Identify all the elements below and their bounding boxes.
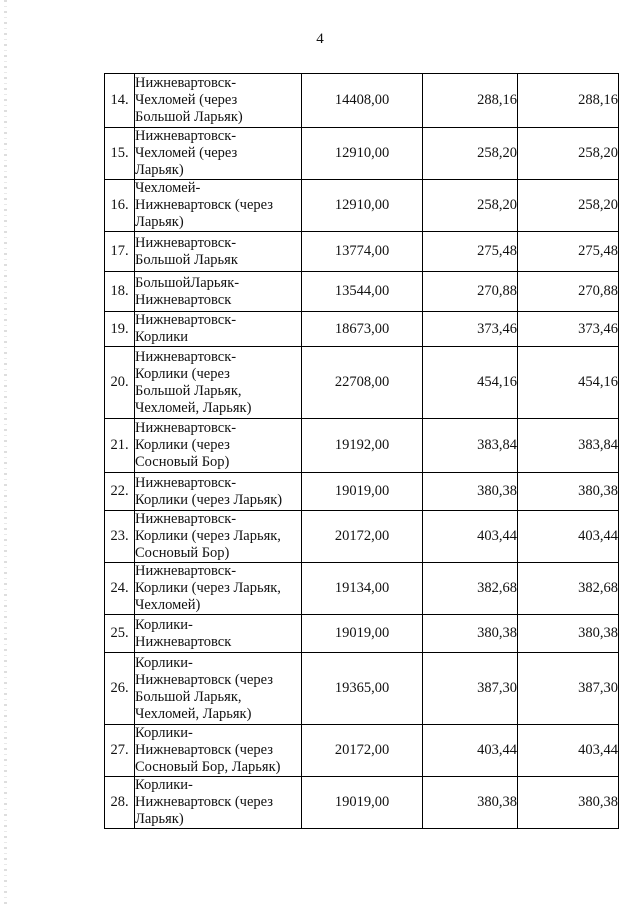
value-1-text: 18673,00	[334, 320, 390, 337]
row-number-cell	[105, 419, 135, 473]
value-2-cell	[423, 511, 518, 563]
row-number-cell	[105, 511, 135, 563]
route-cell	[135, 653, 302, 725]
value-1-cell	[302, 74, 423, 128]
value-2-text: 258,20	[477, 145, 517, 161]
value-1-cell	[302, 347, 423, 419]
value-1-cell	[302, 615, 423, 653]
value-2-text: 387,30	[477, 680, 517, 696]
value-3-cell	[518, 419, 619, 473]
route-text: Корлики- Нижневартовск (через Ларьяк)	[135, 777, 274, 827]
value-1-text: 19019,00	[334, 625, 390, 641]
value-2-text: 382,68	[477, 580, 517, 596]
value-2-text: 275,48	[477, 243, 517, 259]
value-2-cell	[423, 725, 518, 777]
value-3-cell	[518, 473, 619, 511]
table-row	[105, 347, 619, 419]
value-3-text: 383,84	[578, 437, 618, 453]
row-number-text: 16.	[110, 197, 129, 213]
row-number-text: 21.	[110, 437, 129, 453]
value-3-text: 258,20	[578, 197, 618, 213]
value-3-cell	[518, 615, 619, 653]
row-number-cell	[105, 653, 135, 725]
value-1-text: 22708,00	[334, 374, 390, 390]
value-2-cell	[423, 74, 518, 128]
value-1-text: 19192,00	[334, 437, 390, 453]
route-cell	[135, 725, 302, 777]
route-cell	[135, 232, 302, 272]
row-number-cell	[105, 563, 135, 615]
value-2-cell	[423, 473, 518, 511]
value-1-cell	[302, 511, 423, 563]
route-text: Корлики- Нижневартовск (через Сосновый Бор, Ларьяк)	[135, 725, 281, 775]
value-1-cell	[302, 272, 423, 312]
value-3-cell	[518, 180, 619, 232]
row-number-text: 26.	[110, 680, 129, 696]
table-row	[105, 128, 619, 180]
value-2-cell	[423, 615, 518, 653]
row-number-cell	[105, 128, 135, 180]
row-number-cell	[105, 272, 135, 312]
route-cell	[135, 511, 302, 563]
value-1-cell	[302, 473, 423, 511]
route-cell	[135, 563, 302, 615]
route-text: Нижневартовск- Чехломей (через Ларьяк)	[135, 128, 238, 178]
value-3-text: 454,16	[578, 374, 618, 390]
value-2-cell	[423, 232, 518, 272]
table-row	[105, 312, 619, 347]
value-3-text: 387,30	[578, 680, 618, 696]
value-1-text: 19019,00	[334, 483, 390, 499]
route-text: Нижневартовск- Корлики (через Большой Ларьяк, Чехломей, Ларьяк)	[135, 348, 252, 416]
route-text: Нижневартовск- Корлики (через Сосновый Бор)	[135, 420, 237, 470]
value-2-cell	[423, 312, 518, 347]
value-2-text: 403,44	[477, 742, 517, 758]
value-2-text: 373,46	[477, 320, 517, 337]
table-row	[105, 74, 619, 128]
value-2-cell	[423, 347, 518, 419]
table-row	[105, 653, 619, 725]
route-cell	[135, 473, 302, 511]
value-1-text: 13544,00	[334, 283, 390, 299]
table-row	[105, 563, 619, 615]
row-number-cell	[105, 473, 135, 511]
route-cell	[135, 419, 302, 473]
row-number-cell	[105, 777, 135, 829]
row-number-cell	[105, 74, 135, 128]
route-text: Нижневартовск- Корлики (через Ларьяк, Чехломей)	[135, 563, 281, 613]
value-2-text: 288,16	[477, 92, 517, 108]
value-2-text: 403,44	[477, 528, 517, 544]
row-number-text: 28.	[110, 794, 129, 810]
value-3-cell	[518, 347, 619, 419]
value-3-text: 382,68	[578, 580, 618, 596]
row-number-cell	[105, 180, 135, 232]
value-3-text: 380,38	[578, 794, 618, 810]
table-row	[105, 615, 619, 653]
route-text: Нижневартовск- Корлики	[135, 312, 237, 345]
value-2-text: 380,38	[477, 625, 517, 641]
value-2-cell	[423, 272, 518, 312]
value-1-cell	[302, 312, 423, 347]
value-2-cell	[423, 777, 518, 829]
value-3-cell	[518, 511, 619, 563]
row-number-text: 25.	[110, 625, 129, 641]
value-1-cell	[302, 128, 423, 180]
scan-binding-edge	[4, 0, 7, 905]
value-3-cell	[518, 232, 619, 272]
value-1-text: 12910,00	[334, 145, 390, 161]
value-1-text: 14408,00	[334, 92, 390, 108]
table-row	[105, 725, 619, 777]
table-row	[105, 180, 619, 232]
value-1-cell	[302, 725, 423, 777]
value-2-text: 380,38	[477, 794, 517, 810]
value-2-text: 270,88	[477, 283, 517, 299]
table-row	[105, 232, 619, 272]
value-3-text: 373,46	[578, 320, 618, 337]
value-1-text: 19134,00	[334, 580, 390, 596]
route-text: Корлики- Нижневартовск (через Большой Ларьяк, Чехломей, Ларьяк)	[135, 654, 274, 722]
route-cell	[135, 347, 302, 419]
route-text: БольшойЛарьяк- Нижневартовск	[135, 274, 240, 308]
value-1-text: 12910,00	[334, 197, 390, 213]
value-3-cell	[518, 563, 619, 615]
value-3-cell	[518, 653, 619, 725]
value-1-cell	[302, 180, 423, 232]
value-1-cell	[302, 777, 423, 829]
row-number-text: 23.	[110, 528, 129, 544]
value-2-text: 454,16	[477, 374, 517, 390]
value-3-cell	[518, 312, 619, 347]
value-2-cell	[423, 180, 518, 232]
row-number-text: 22.	[110, 483, 129, 499]
value-3-cell	[518, 128, 619, 180]
routes-table-body	[105, 74, 619, 829]
value-3-text: 380,38	[578, 483, 618, 499]
routes-table	[104, 73, 619, 829]
row-number-cell	[105, 312, 135, 347]
value-2-text: 383,84	[477, 437, 517, 453]
table-row	[105, 777, 619, 829]
route-text: Нижневартовск- Корлики (через Ларьяк, Сосновый Бор)	[135, 511, 281, 561]
route-text: Чехломей- Нижневартовск (через Ларьяк)	[135, 180, 274, 230]
route-text: Нижневартовск- Чехломей (через Большой Ларьяк)	[135, 75, 243, 125]
value-1-text: 19365,00	[334, 680, 390, 696]
row-number-text: 17.	[110, 243, 129, 259]
value-3-text: 258,20	[578, 145, 618, 161]
value-1-text: 20172,00	[334, 742, 390, 758]
value-3-text: 288,16	[578, 92, 618, 108]
value-2-cell	[423, 128, 518, 180]
page-number: 4	[316, 31, 324, 47]
value-1-text: 13774,00	[334, 243, 390, 259]
route-text: Корлики- Нижневартовск	[135, 616, 232, 650]
row-number-cell	[105, 232, 135, 272]
row-number-text: 19.	[110, 320, 129, 337]
route-cell	[135, 180, 302, 232]
route-cell	[135, 777, 302, 829]
value-1-cell	[302, 419, 423, 473]
value-2-cell	[423, 653, 518, 725]
row-number-cell	[105, 347, 135, 419]
table-row	[105, 272, 619, 312]
row-number-text: 20.	[110, 374, 129, 390]
value-3-text: 380,38	[578, 625, 618, 641]
route-cell	[135, 74, 302, 128]
table-row	[105, 473, 619, 511]
route-cell	[135, 128, 302, 180]
row-number-text: 14.	[110, 92, 129, 108]
value-1-cell	[302, 653, 423, 725]
route-text: Нижневартовск- Корлики (через Ларьяк)	[135, 474, 283, 508]
row-number-text: 15.	[110, 145, 129, 161]
row-number-text: 24.	[110, 580, 129, 596]
route-cell	[135, 272, 302, 312]
value-3-cell	[518, 272, 619, 312]
value-1-text: 20172,00	[334, 528, 390, 544]
row-number-text: 18.	[110, 283, 129, 299]
value-2-cell	[423, 563, 518, 615]
row-number-cell	[105, 615, 135, 653]
row-number-text: 27.	[110, 742, 129, 758]
value-3-cell	[518, 74, 619, 128]
table-row	[105, 511, 619, 563]
route-text: Нижневартовск- Большой Ларьяк	[135, 234, 238, 268]
value-3-text: 403,44	[578, 742, 618, 758]
value-1-text: 19019,00	[334, 794, 390, 810]
value-2-text: 258,20	[477, 197, 517, 213]
value-1-cell	[302, 232, 423, 272]
value-3-text: 275,48	[578, 243, 618, 259]
value-3-text: 403,44	[578, 528, 618, 544]
route-cell	[135, 312, 302, 347]
value-3-cell	[518, 777, 619, 829]
value-2-cell	[423, 419, 518, 473]
value-3-cell	[518, 725, 619, 777]
value-1-cell	[302, 563, 423, 615]
value-3-text: 270,88	[578, 283, 618, 299]
table-row	[105, 419, 619, 473]
value-2-text: 380,38	[477, 483, 517, 499]
row-number-cell	[105, 725, 135, 777]
route-cell	[135, 615, 302, 653]
